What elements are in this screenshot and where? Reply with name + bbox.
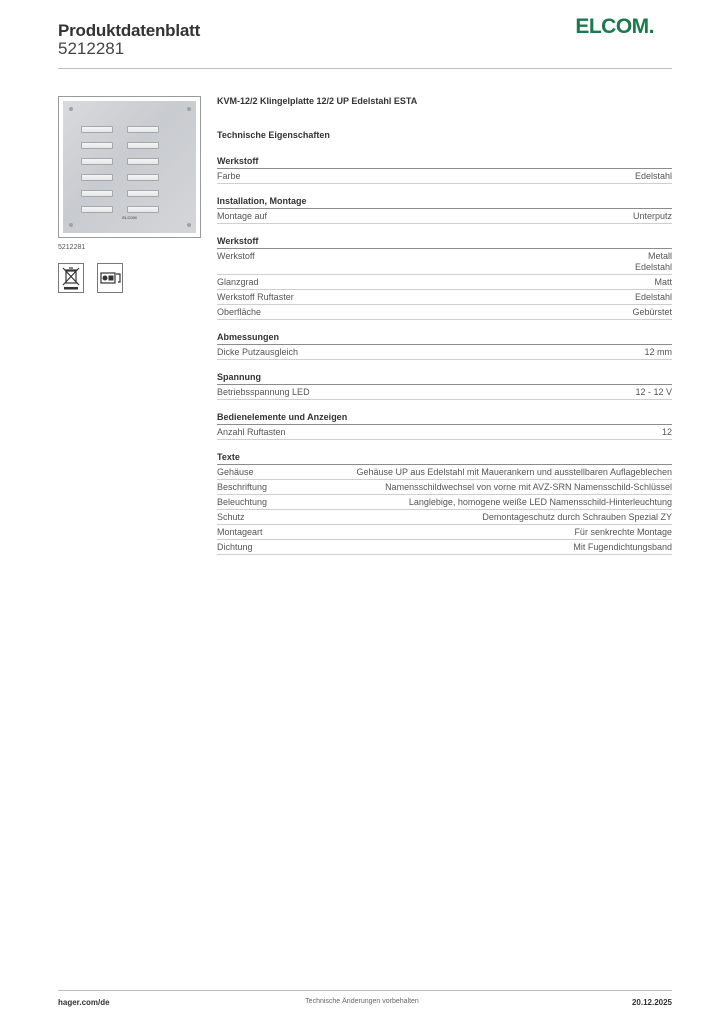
spec-label: Werkstoff	[217, 251, 255, 261]
section-title: Texte	[217, 452, 672, 465]
screw	[187, 223, 191, 227]
name-slot	[127, 126, 159, 133]
spec-row	[217, 385, 672, 400]
spec-value: Matt	[654, 277, 672, 287]
section-heading-technical: Technische Eigenschaften	[217, 130, 330, 140]
spec-label: Montageart	[217, 527, 263, 537]
spec-value: Namensschildwechsel von vorne mit AVZ-SRN Namensschild-Schlüssel	[385, 482, 672, 492]
spec-label: Betriebsspannung LED	[217, 387, 310, 397]
footer-disclaimer: Technische Änderungen vorbehalten	[305, 998, 419, 1005]
spec-value: Langlebige, homogene weiße LED Namensschild-Hinterleuchtung	[408, 497, 672, 507]
spec-row	[217, 169, 672, 184]
article-number: 5212281	[58, 39, 125, 58]
spec-row	[217, 249, 672, 275]
spec-value: Edelstahl	[634, 292, 672, 302]
screw	[69, 107, 73, 111]
spec-label: Dichtung	[217, 542, 253, 552]
doorbell-plate-illustration	[63, 101, 196, 233]
spec-label: Montage auf	[217, 211, 268, 221]
name-slot	[81, 174, 113, 181]
spec-value: Gehäuse UP aus Edelstahl mit Mauerankern und ausstellbaren Auflageblechen	[356, 467, 672, 477]
footer-date: 20.12.2025	[631, 998, 672, 1007]
spec-row	[217, 510, 672, 525]
product-image	[58, 96, 201, 238]
spec-row	[217, 275, 672, 290]
header-divider	[58, 68, 672, 69]
section-title: Spannung	[217, 372, 672, 385]
spec-row	[217, 425, 672, 440]
name-slot	[127, 174, 159, 181]
spec-row	[217, 525, 672, 540]
spec-value: Für senkrechte Montage	[574, 527, 672, 537]
brand-logo: ELCOM.	[575, 15, 654, 38]
spec-value: Mit Fugendichtungsband	[573, 542, 672, 552]
spec-label: Glanzgrad	[217, 277, 259, 287]
spec-row	[217, 345, 672, 360]
product-name: KVM-12/2 Klingelplatte 12/2 UP Edelstahl ESTA	[217, 96, 418, 106]
section-title: Bedienelemente und Anzeigen	[217, 412, 672, 425]
spec-value: Demontageschutz durch Schrauben Spezial ZY	[482, 512, 672, 522]
spec-row	[217, 465, 672, 480]
spec-label: Dicke Putzausgleich	[217, 347, 299, 357]
spec-row	[217, 290, 672, 305]
spec-label: Werkstoff Ruftaster	[217, 292, 294, 302]
image-caption: 5212281	[58, 244, 86, 251]
spec-value: 12 - 12 V	[635, 387, 672, 397]
spec-value: Edelstahl	[634, 171, 672, 181]
section-title: Installation, Montage	[217, 196, 672, 209]
spec-row	[217, 495, 672, 510]
page-title: Produktdatenblatt	[58, 21, 201, 40]
spec-value: 12	[661, 427, 672, 437]
footer-website[interactable]: hager.com/de	[58, 998, 110, 1007]
spec-label: Beschriftung	[217, 482, 268, 492]
spec-label: Gehäuse	[217, 467, 254, 477]
name-slot	[81, 190, 113, 197]
spec-value: Unterputz	[632, 211, 672, 221]
screw	[187, 107, 191, 111]
weee-bin-icon	[58, 263, 84, 293]
spec-label: Oberfläche	[217, 307, 262, 317]
footer-divider	[58, 990, 672, 991]
section-title: Werkstoff	[217, 236, 672, 249]
spec-value: 12 mm	[644, 347, 672, 357]
name-slot	[81, 142, 113, 149]
name-slot	[127, 206, 159, 213]
spec-sections	[217, 156, 672, 555]
name-slot	[81, 126, 113, 133]
spec-label: Farbe	[217, 171, 241, 181]
screw	[69, 223, 73, 227]
spec-value: Gebürstet	[632, 307, 672, 317]
name-slot	[81, 158, 113, 165]
spec-label: Beleuchtung	[217, 497, 268, 507]
spec-row	[217, 480, 672, 495]
name-slot	[127, 190, 159, 197]
section-title: Abmessungen	[217, 332, 672, 345]
spec-row	[217, 209, 672, 224]
spec-label: Anzahl Ruftasten	[217, 427, 286, 437]
spec-row	[217, 540, 672, 555]
recycling-label-icon	[97, 263, 123, 293]
name-slot	[81, 206, 113, 213]
spec-label: Schutz	[217, 512, 245, 522]
spec-value: Metall Edelstahl	[634, 251, 672, 272]
section-title: Werkstoff	[217, 156, 672, 169]
spec-row	[217, 305, 672, 320]
product-details	[217, 96, 672, 555]
plate-logo: ELCOM	[122, 215, 137, 220]
name-slot	[127, 142, 159, 149]
name-slot	[127, 158, 159, 165]
